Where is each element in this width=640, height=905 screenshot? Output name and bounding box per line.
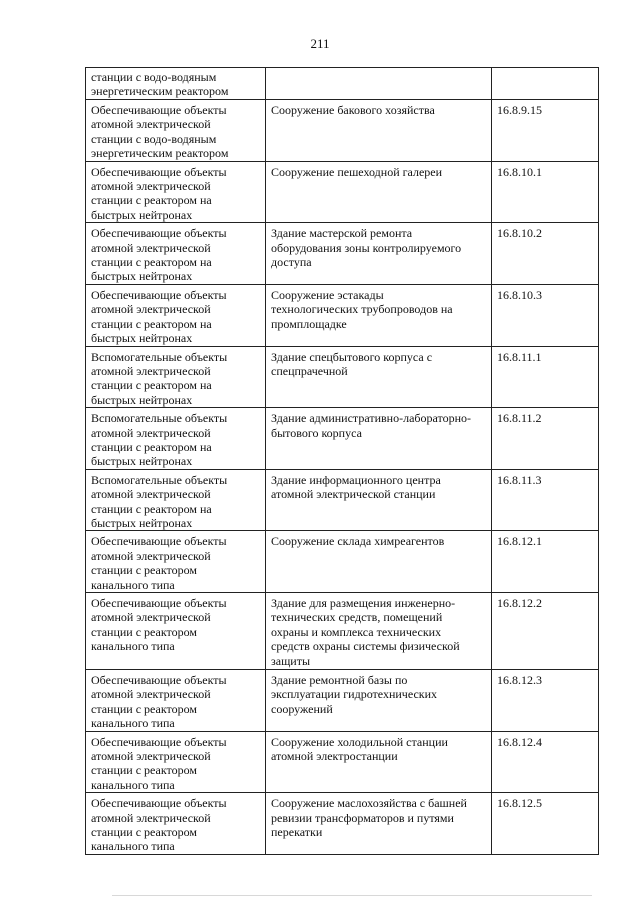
table-row <box>86 100 599 162</box>
object-cell: Сооружение эстакады технологических трубопроводов на промплощадке <box>266 284 492 346</box>
table-row <box>86 469 599 531</box>
table-row <box>86 408 599 470</box>
code-cell: 16.8.12.4 <box>492 731 599 793</box>
object-cell: Сооружение пешеходной галереи <box>266 161 492 223</box>
code-cell: 16.8.11.2 <box>492 408 599 470</box>
object-cell: Здание административно-лабораторно- бытового корпуса <box>266 408 492 470</box>
code-cell: 16.8.11.1 <box>492 346 599 408</box>
table-row <box>86 593 599 670</box>
purpose-cell: Вспомогательные объекты атомной электрической станции с реактором на быстрых нейтронах <box>86 346 266 408</box>
purpose-cell: Вспомогательные объекты атомной электрической станции с реактором на быстрых нейтронах <box>86 469 266 531</box>
purpose-cell: Обеспечивающие объекты атомной электрической станции с реактором на быстрых нейтронах <box>86 161 266 223</box>
object-cell: Сооружение склада химреагентов <box>266 531 492 593</box>
object-cell: Здание мастерской ремонта оборудования зоны контролируемого доступа <box>266 223 492 285</box>
object-cell: Здание для размещения инженерно- технических средств, помещений охраны и комплекса технических средств охраны системы физической защиты <box>266 593 492 670</box>
object-cell: Сооружение маслохозяйства с башней ревизии трансформаторов и путями перекатки <box>266 793 492 855</box>
purpose-cell: Вспомогательные объекты атомной электрической станции с реактором на быстрых нейтронах <box>86 408 266 470</box>
code-cell: 16.8.9.15 <box>492 100 599 162</box>
purpose-cell: Обеспечивающие объекты атомной электрической станции с реактором канального типа <box>86 593 266 670</box>
purpose-cell: станции с водо-водяным энергетическим реактором <box>86 68 266 100</box>
scan-edge-line <box>112 895 592 896</box>
code-cell: 16.8.10.3 <box>492 284 599 346</box>
table-row <box>86 161 599 223</box>
table-row <box>86 223 599 285</box>
code-cell <box>492 68 599 100</box>
table-row <box>86 68 599 100</box>
object-cell: Сооружение холодильной станции атомной электростанции <box>266 731 492 793</box>
table-row <box>86 531 599 593</box>
object-cell <box>266 68 492 100</box>
table-row <box>86 793 599 855</box>
purpose-cell: Обеспечивающие объекты атомной электрической станции с реактором канального типа <box>86 731 266 793</box>
code-cell: 16.8.12.2 <box>492 593 599 670</box>
table-row <box>86 284 599 346</box>
object-cell: Здание ремонтной базы по эксплуатации гидротехнических сооружений <box>266 670 492 732</box>
code-cell: 16.8.12.1 <box>492 531 599 593</box>
code-cell: 16.8.10.1 <box>492 161 599 223</box>
object-cell: Сооружение бакового хозяйства <box>266 100 492 162</box>
code-cell: 16.8.11.3 <box>492 469 599 531</box>
purpose-cell: Обеспечивающие объекты атомной электрической станции с реактором канального типа <box>86 670 266 732</box>
code-cell: 16.8.12.3 <box>492 670 599 732</box>
page-number: 211 <box>310 36 330 51</box>
code-cell: 16.8.10.2 <box>492 223 599 285</box>
document-table <box>85 67 599 855</box>
purpose-cell: Обеспечивающие объекты атомной электрической станции с реактором канального типа <box>86 531 266 593</box>
purpose-cell: Обеспечивающие объекты атомной электрической станции с водо-водяным энергетическим реактором <box>86 100 266 162</box>
table-row <box>86 670 599 732</box>
purpose-cell: Обеспечивающие объекты атомной электрической станции с реактором канального типа <box>86 793 266 855</box>
code-cell: 16.8.12.5 <box>492 793 599 855</box>
object-cell: Здание спецбытового корпуса с спецпрачечной <box>266 346 492 408</box>
table-row <box>86 731 599 793</box>
object-cell: Здание информационного центра атомной электрической станции <box>266 469 492 531</box>
table-row <box>86 346 599 408</box>
purpose-cell: Обеспечивающие объекты атомной электрической станции с реактором на быстрых нейтронах <box>86 284 266 346</box>
purpose-cell: Обеспечивающие объекты атомной электрической станции с реактором на быстрых нейтронах <box>86 223 266 285</box>
